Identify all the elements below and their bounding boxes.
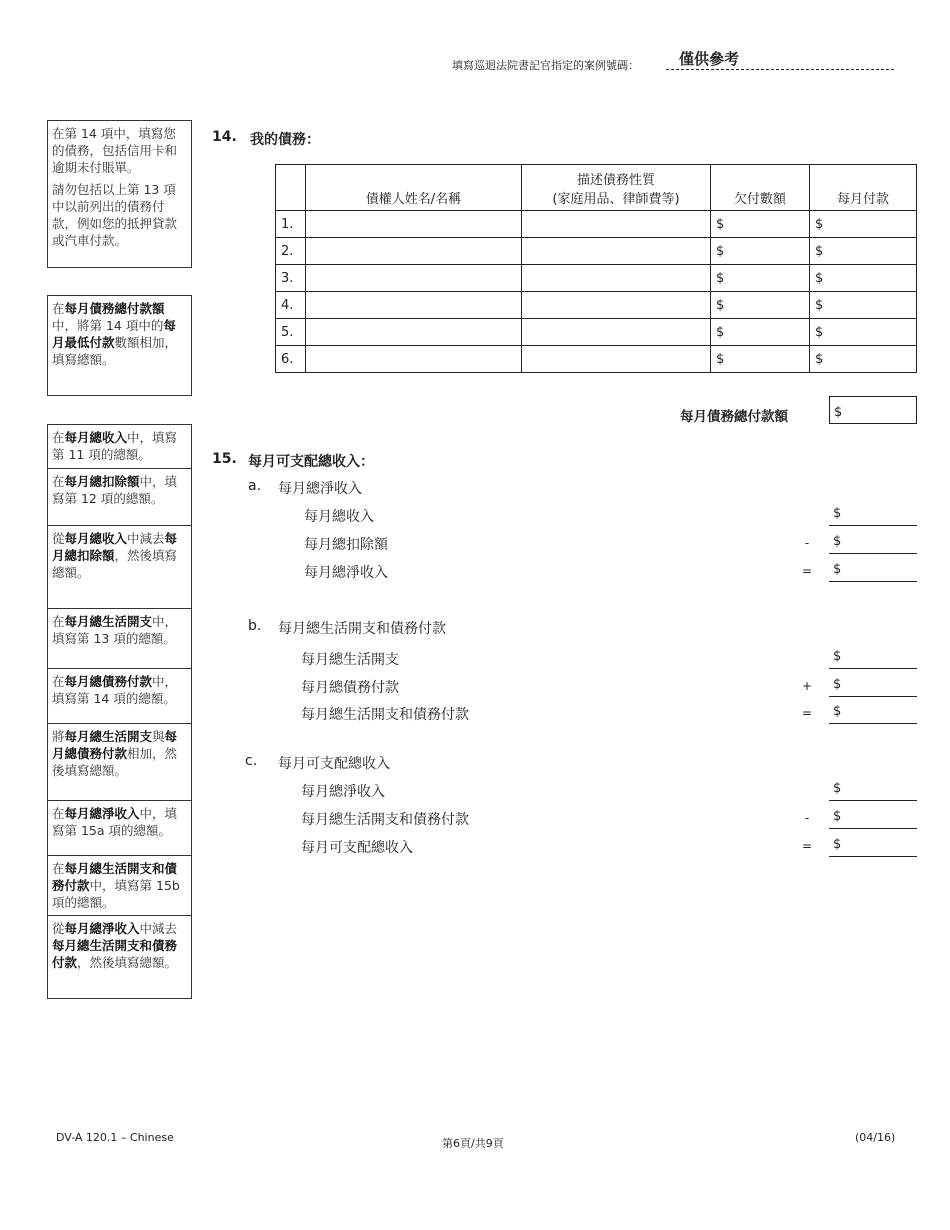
living-expenses-field[interactable]: $ (829, 649, 917, 669)
sidebar-note-deductions: 在每月總扣除額中，填寫第 12 項的總額。 (47, 468, 192, 526)
disposable-income-field[interactable]: $ (829, 837, 917, 857)
expenses-and-debt-label: 每月總生活開支和債務付款 (301, 707, 469, 723)
sidebar-note-disposable: 從每月總淨收入中減去每月總生活開支和債務付款，然後填寫總額。 (47, 915, 192, 999)
nature-cell[interactable] (522, 238, 711, 265)
table-row (276, 346, 917, 373)
table-row (276, 265, 917, 292)
monthly-cell[interactable]: $ (810, 346, 917, 373)
item-a-letter: a. (248, 478, 262, 494)
sidebar-note-gross-income: 在每月總收入中，填寫第 11 項的總額。 (47, 424, 192, 469)
nature-cell[interactable] (522, 319, 711, 346)
revision-date: (04/16) (855, 1131, 896, 1144)
equals-sign: = (801, 564, 813, 578)
sidebar-note-expenses-plus-debt: 將每月總生活開支與每月總債務付款相加，然後填寫總額。 (47, 723, 192, 801)
sidebar-note-net-income: 從每月總收入中減去每月總扣除額，然後填寫總額。 (47, 525, 192, 609)
dollar-sign: $ (834, 405, 843, 420)
item-c-letter: c. (245, 753, 258, 769)
owed-cell[interactable]: $ (711, 292, 810, 319)
gross-income-label: 每月總收入 (304, 509, 374, 525)
table-header-row (276, 165, 917, 211)
deductions-label: 每月總扣除額 (304, 537, 388, 553)
total-debt-field[interactable] (829, 396, 917, 424)
creditor-cell[interactable] (306, 346, 522, 373)
debt-payments-label: 每月總債務付款 (301, 680, 399, 696)
item-a-title: 每月總淨收入 (278, 481, 362, 497)
gross-income-field[interactable]: $ (829, 506, 917, 526)
creditor-cell[interactable] (306, 292, 522, 319)
equals-sign: = (801, 706, 813, 720)
page-number: 第6頁/共9頁 (442, 1137, 504, 1150)
minus-sign: - (804, 536, 810, 550)
total-debt-label: 每月債務總付款額 (680, 409, 788, 425)
section-15-title: 每月可支配總收入： (248, 454, 374, 470)
net-income-c-field[interactable]: $ (829, 781, 917, 801)
case-number-label: 填寫巡迴法院書記官指定的案例號碼： (452, 59, 639, 72)
nature-cell[interactable] (522, 211, 711, 238)
deductions-field[interactable]: $ (829, 534, 917, 554)
monthly-cell[interactable]: $ (810, 211, 917, 238)
note-text: 請勿包括以上第 13 項中以前列出的債務付款，例如您的抵押貸款或汽車付款。 (52, 182, 178, 248)
table-row (276, 292, 917, 319)
table-row (276, 319, 917, 346)
owed-cell[interactable]: $ (711, 238, 810, 265)
expenses-debt-c-label: 每月總生活開支和債務付款 (301, 812, 469, 828)
creditor-header: 債權人姓名/名稱 (306, 165, 522, 211)
sidebar-note-net-total: 在每月總淨收入中，填寫第 15a 項的總額。 (47, 800, 192, 856)
creditor-cell[interactable] (306, 238, 522, 265)
table-row (276, 211, 917, 238)
sidebar-note-debt-payments: 在每月總債務付款中，填寫第 14 項的總額。 (47, 668, 192, 724)
case-number-value: 僅供參考 (679, 50, 740, 68)
owed-header: 欠付數額 (711, 165, 810, 211)
creditor-cell[interactable] (306, 265, 522, 292)
net-income-label: 每月總淨收入 (304, 565, 388, 581)
owed-cell[interactable]: $ (711, 265, 810, 292)
monthly-header: 每月付款 (810, 165, 917, 211)
row-number: 1. (276, 211, 306, 238)
row-number: 6. (276, 346, 306, 373)
note-text: 在第 14 項中，填寫您的債務，包括信用卡和逾期未付賬單。 (52, 126, 178, 175)
row-number: 3. (276, 265, 306, 292)
living-expenses-label: 每月總生活開支 (301, 652, 399, 668)
item-b-title: 每月總生活開支和債務付款 (278, 621, 446, 637)
nature-cell[interactable] (522, 292, 711, 319)
monthly-cell[interactable]: $ (810, 319, 917, 346)
sidebar-note-expenses-debt-total: 在每月總生活開支和債務付款中，填寫第 15b 項的總額。 (47, 855, 192, 916)
plus-sign: + (801, 679, 813, 693)
row-number-header (276, 165, 306, 211)
row-number: 5. (276, 319, 306, 346)
net-income-field[interactable]: $ (829, 562, 917, 582)
equals-sign: = (801, 839, 813, 853)
monthly-cell[interactable]: $ (810, 238, 917, 265)
sidebar-note-total-debt: 在每月債務總付款額中，將第 14 項中的每月最低付款數額相加，填寫總額。 (47, 295, 192, 396)
owed-cell[interactable]: $ (711, 346, 810, 373)
nature-header: 描述債務性質 (家庭用品、律師費等) (522, 165, 711, 211)
nature-cell[interactable] (522, 346, 711, 373)
monthly-cell[interactable]: $ (810, 265, 917, 292)
section-15-number: 15. (212, 451, 237, 467)
sidebar-note-living-expenses: 在每月總生活開支中，填寫第 13 項的總額。 (47, 608, 192, 669)
disposable-income-label: 每月可支配總收入 (301, 840, 413, 856)
owed-cell[interactable]: $ (711, 319, 810, 346)
expenses-and-debt-field[interactable]: $ (829, 704, 917, 724)
net-income-c-label: 每月總淨收入 (301, 784, 385, 800)
table-row (276, 238, 917, 265)
owed-cell[interactable]: $ (711, 211, 810, 238)
section-14-number: 14. (212, 129, 237, 145)
sidebar-note-debts (47, 120, 192, 268)
item-b-letter: b. (248, 618, 262, 634)
form-id: DV-A 120.1 – Chinese (56, 1131, 174, 1144)
case-number-field[interactable] (666, 69, 894, 70)
item-c-title: 每月可支配總收入 (278, 756, 390, 772)
section-14-title: 我的債務： (250, 132, 320, 148)
creditor-cell[interactable] (306, 211, 522, 238)
row-number: 2. (276, 238, 306, 265)
minus-sign: - (804, 811, 810, 825)
monthly-cell[interactable]: $ (810, 292, 917, 319)
creditor-cell[interactable] (306, 319, 522, 346)
row-number: 4. (276, 292, 306, 319)
debts-table (275, 164, 917, 373)
expenses-debt-c-field[interactable]: $ (829, 809, 917, 829)
nature-cell[interactable] (522, 265, 711, 292)
debt-payments-field[interactable]: $ (829, 677, 917, 697)
